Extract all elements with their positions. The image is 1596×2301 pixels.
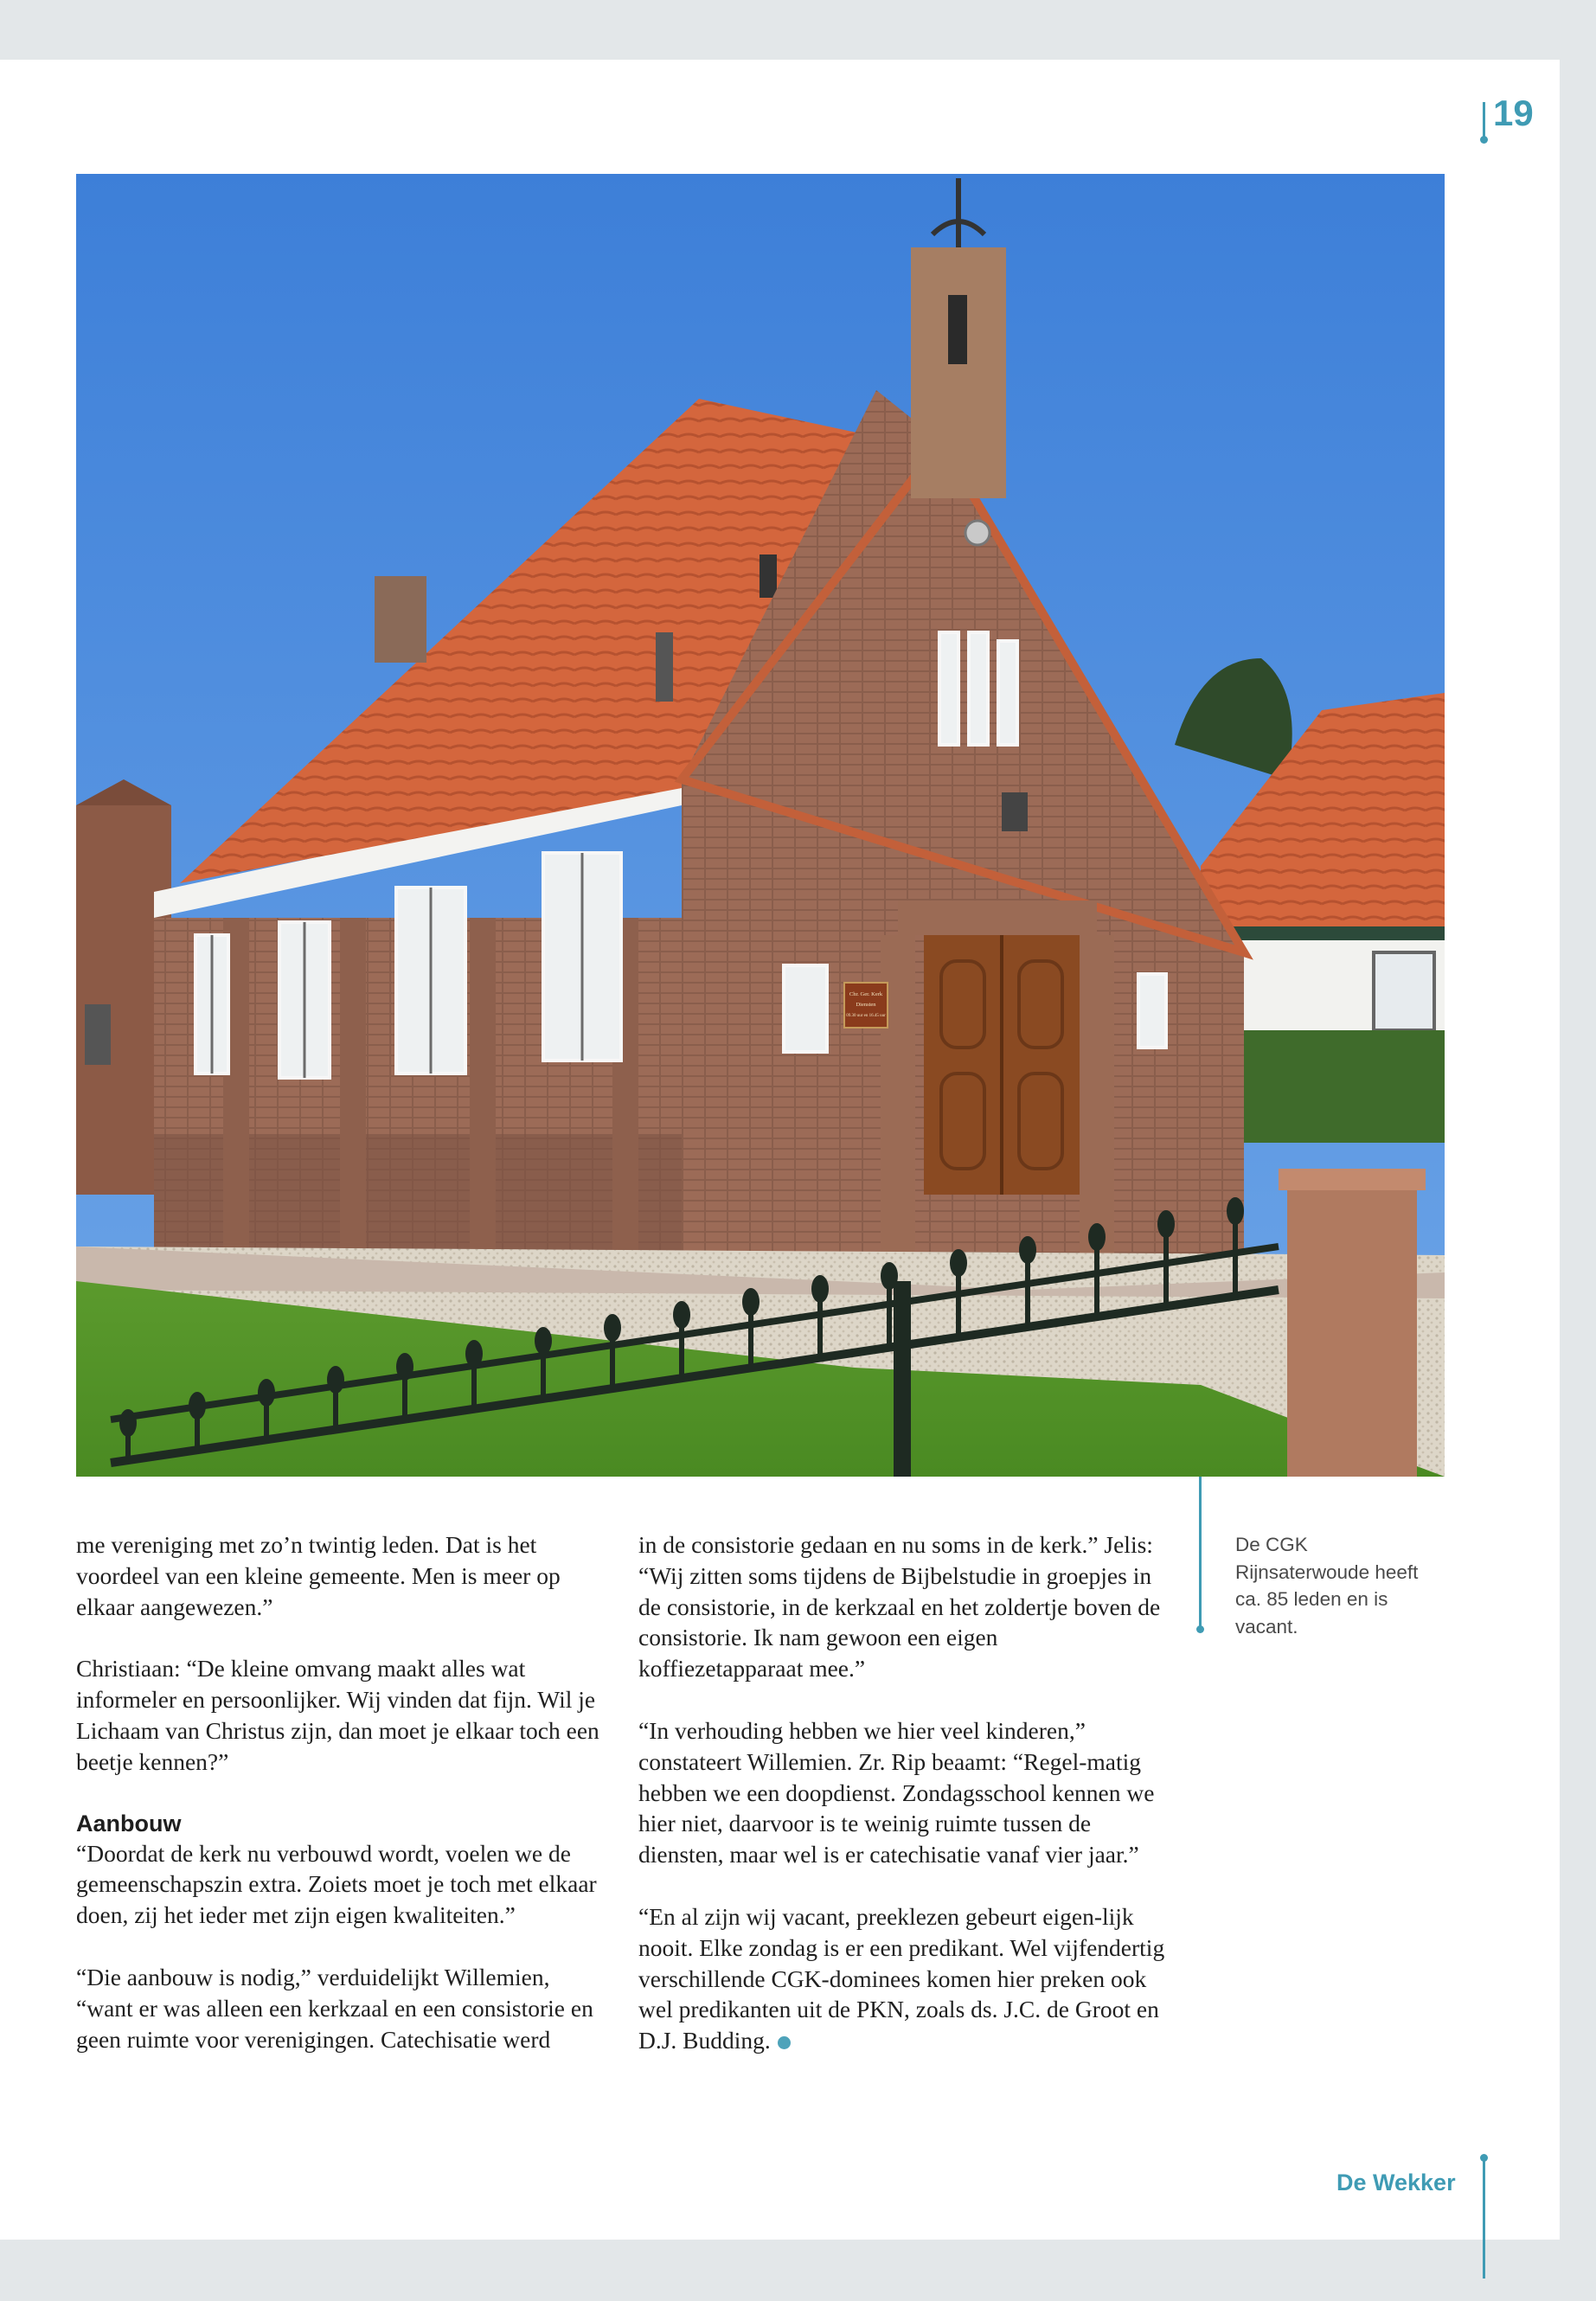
end-mark-dot: [778, 2036, 791, 2049]
sign-line-3: 09.30 uur en 16.45 uur: [846, 1014, 886, 1018]
caption-dot: [1196, 1625, 1204, 1633]
footer-dot: [1480, 2154, 1488, 2162]
paragraph: “Doordat de kerk nu verbouwd wordt, voelen we de gemeenschapszin extra. Zoiets moet je toch met elkaar doen, zij het ieder met zijn eigen kwaliteiten.”: [76, 1839, 597, 1929]
text-column-2: [638, 1529, 1166, 2087]
church-photo: [76, 174, 1445, 1477]
paragraph: Christiaan: “De kleine omvang maakt alles wat informeler en persoonlijker. Wij vinden dat fijn. Wil je Lichaam van Christus zijn, dan moet je elkaar toch een beetje kennen?”: [76, 1655, 599, 1775]
paragraph: me vereniging met zo’n twintig leden. Dat is het voordeel van een kleine gemeente. Men is meer op elkaar aangewezen.”: [76, 1531, 561, 1620]
church-illustration: [76, 174, 1445, 1477]
page-number: 19: [1493, 93, 1534, 133]
sign-line-1: Chr. Ger. Kerk: [849, 991, 883, 997]
paragraph-last: [638, 1901, 1166, 2056]
chimney: [375, 576, 426, 663]
sign-line-2: Diensten: [856, 1002, 876, 1008]
footer-rule: [1483, 2157, 1485, 2279]
section-heading: Aanbouw: [76, 1810, 182, 1836]
paragraph: “In verhouding hebben we hier veel kinderen,” constateert Willemien. Zr. Rip beaamt: “Regel-matig hebben we een doopdienst. Zondagsschool kennen we hier niet, daarvoor is te weinig ruimte tussen de diensten, maar wel is er catechisatie vanaf vier jaar.”: [638, 1716, 1155, 1868]
paragraph: in de consistorie gedaan en nu soms in de kerk.” Jelis: “Wij zitten soms tijdens de Bijbelstudie in groepjes in de consistorie, in de kerkzaal en het zoldertje boven de consistorie. Ik nam gewoon een eigen koffiezetapparaat mee.”: [638, 1531, 1161, 1682]
footer-magazine-name: De Wekker: [1336, 2170, 1456, 2195]
caption-rule: [1199, 1477, 1202, 1632]
gate-pillar: [1287, 1182, 1417, 1477]
photo-caption: De CGK Rijnsaterwoude heeft ca. 85 leden en is vacant.: [1235, 1534, 1419, 1638]
page-number-dot: [1480, 136, 1488, 144]
paragraph: “Die aanbouw is nodig,” verduidelijkt Willemien, “want er was alleen een kerkzaal en een consistorie en geen ruimte voor verenigingen. Catechisatie werd: [76, 1963, 593, 2053]
lantern: [1002, 792, 1028, 831]
paragraph-text: “En al zijn wij vacant, preeklezen gebeurt eigen-lijk nooit. Elke zondag is er een predikant. Wel vijfendertig verschillende CGK-dominees komen hier preken ook wel predikanten uit de PKN, zoals ds. J.C. de Groot en D.J. Budding.: [638, 1902, 1165, 2054]
hedge: [1227, 1030, 1445, 1143]
text-column-1: [76, 1529, 608, 2086]
bell-tower: [911, 247, 1006, 498]
